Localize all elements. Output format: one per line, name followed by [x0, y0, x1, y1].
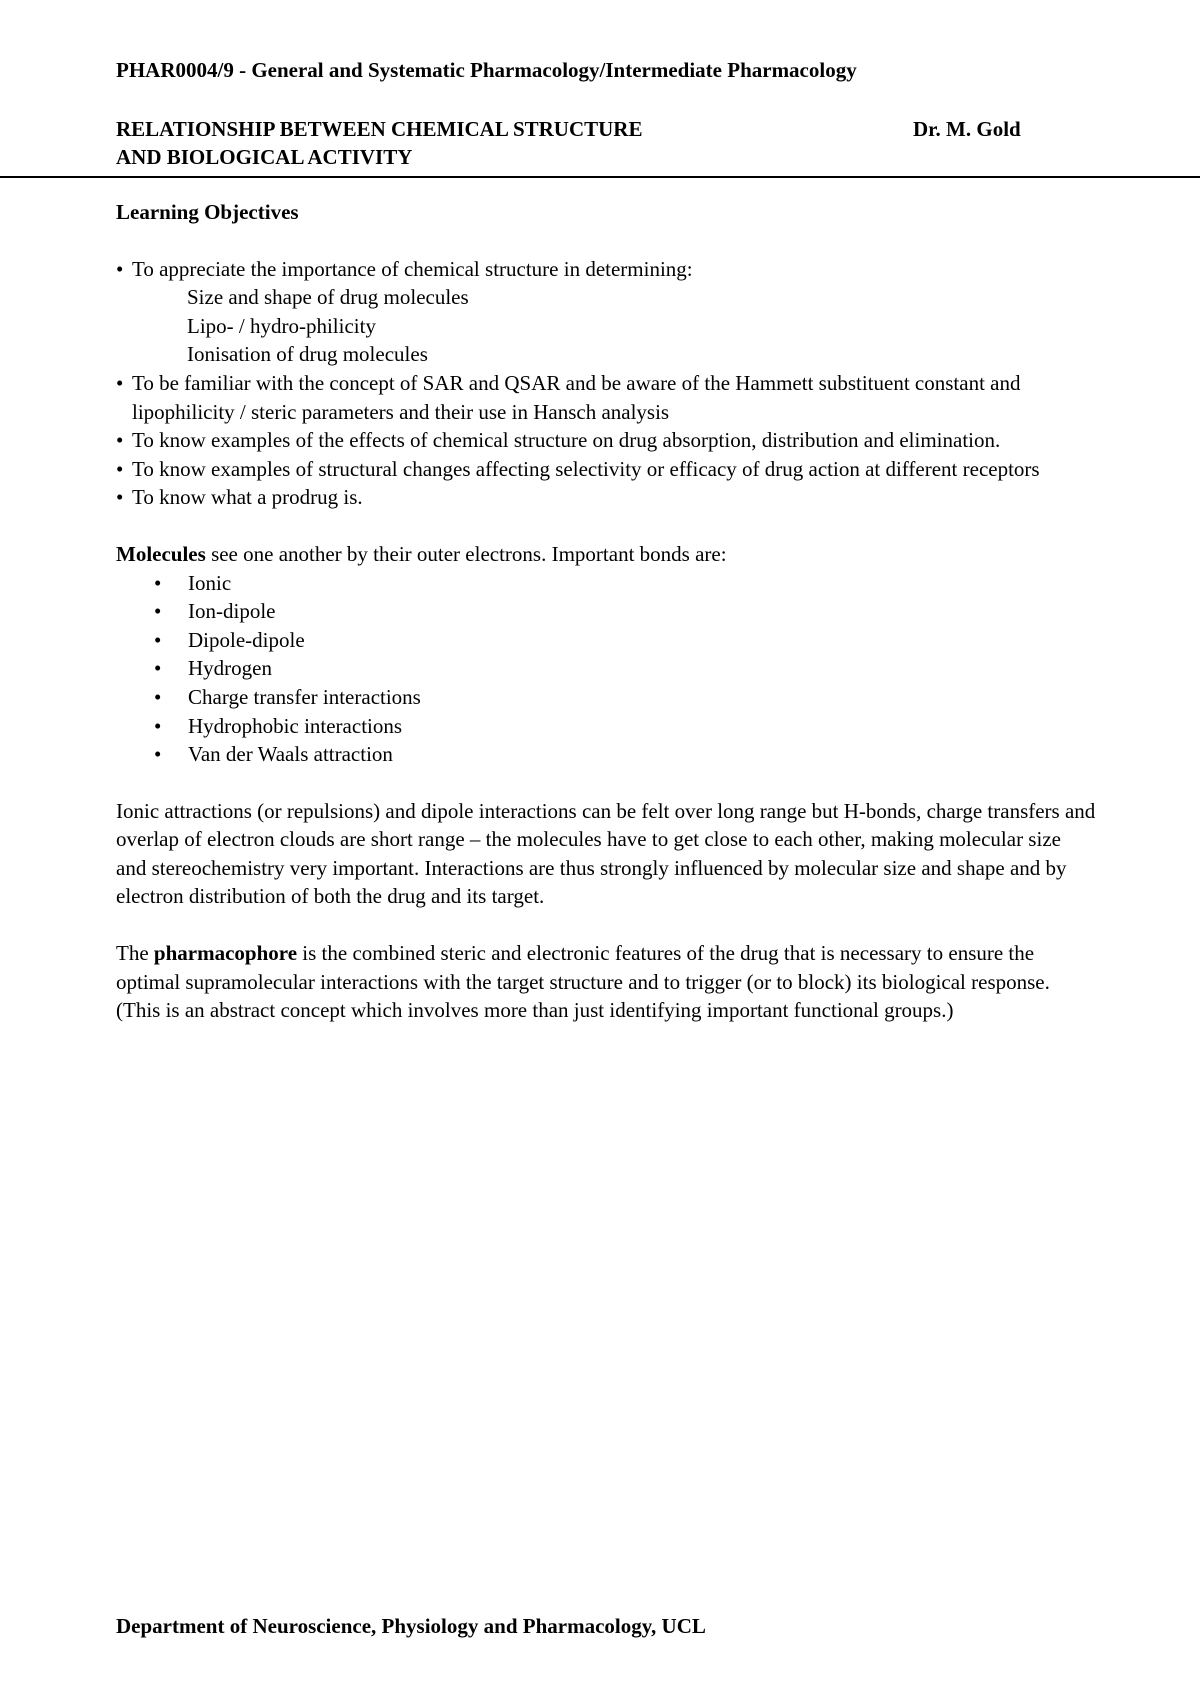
bond-type-label: Ion-dipole — [188, 599, 276, 624]
lecture-title-line-1: RELATIONSHIP BETWEEN CHEMICAL STRUCTURE — [116, 117, 643, 141]
bond-type-item — [116, 654, 1096, 683]
learning-objectives-list — [116, 255, 1096, 512]
objective-item — [116, 426, 1096, 455]
bond-type-label: Charge transfer interactions — [188, 684, 421, 709]
bond-types-list — [116, 569, 1096, 769]
bullet-icon: • — [154, 742, 162, 767]
main-content — [116, 198, 1096, 1025]
objective-subitem: Lipo- / hydro-philicity — [187, 313, 376, 338]
bond-type-label: Hydrogen — [188, 656, 272, 681]
bullet-icon: • — [154, 684, 162, 709]
lecture-title-line-2: AND BIOLOGICAL ACTIVITY — [116, 145, 413, 169]
objective-item — [116, 483, 1096, 512]
bullet-icon: • — [116, 485, 124, 510]
pharmacophore-prefix: The — [116, 941, 154, 966]
pharmacophore-paragraph — [116, 939, 1096, 1025]
bond-type-item — [116, 712, 1096, 741]
objective-text: To know examples of structural changes affecting selectivity or efficacy of drug action at different receptors — [132, 456, 1040, 481]
objective-text: To appreciate the importance of chemical structure in determining: — [132, 256, 693, 281]
bullet-icon: • — [154, 570, 162, 595]
department-footer: Department of Neuroscience, Physiology and Pharmacology, UCL — [116, 1614, 706, 1638]
bullet-icon: • — [116, 428, 124, 453]
molecules-term: Molecules — [116, 541, 206, 566]
bullet-icon: • — [154, 656, 162, 681]
bullet-icon: • — [154, 713, 162, 738]
lecture-title — [116, 115, 642, 171]
bullet-icon: • — [116, 256, 124, 281]
header-divider — [0, 176, 1200, 178]
pharmacophore-term: pharmacophore — [153, 941, 298, 966]
objective-text: To be familiar with the concept of SAR and QSAR and be aware of the Hammett substituent constant and lipophilicity / steric parameters and their use in Hansch analysis — [132, 370, 1021, 424]
bond-type-label: Van der Waals attraction — [188, 742, 393, 767]
bond-type-label: Hydrophobic interactions — [188, 713, 403, 738]
bullet-icon: • — [154, 627, 162, 652]
learning-objectives-heading: Learning Objectives — [116, 200, 299, 224]
objective-item — [116, 455, 1096, 484]
bond-type-item — [116, 740, 1096, 769]
objective-item — [116, 369, 1096, 426]
objective-text: To know examples of the effects of chemical structure on drug absorption, distribution and elimination. — [132, 428, 1001, 453]
ionic-interactions-paragraph: Ionic attractions (or repulsions) and dipole interactions can be felt over long range but H-bonds, charge transfers and overlap of electron clouds are short range – the molecules have to get close to each other, making molecular size and stereochemistry very important. Interactions are thus strongly influenced by molecular size and shape and by electron distribution of both the drug and its target. — [116, 798, 1096, 909]
bullet-icon: • — [154, 599, 162, 624]
bullet-icon: • — [116, 456, 124, 481]
objective-subitem: Size and shape of drug molecules — [187, 285, 469, 310]
bullet-icon: • — [116, 370, 124, 395]
bond-type-label: Ionic — [188, 570, 232, 595]
bond-type-item — [116, 597, 1096, 626]
molecules-intro — [116, 540, 1096, 569]
objective-text: To know what a prodrug is. — [132, 485, 363, 510]
author-name: Dr. M. Gold — [913, 117, 1021, 141]
bond-type-label: Dipole-dipole — [188, 627, 305, 652]
course-title: PHAR0004/9 - General and Systematic Pharmacology/Intermediate Pharmacology — [116, 58, 857, 82]
objective-item — [116, 255, 1096, 369]
objective-subitem: Ionisation of drug molecules — [187, 342, 428, 367]
bond-type-item — [116, 569, 1096, 598]
bond-type-item — [116, 683, 1096, 712]
bond-type-item — [116, 626, 1096, 655]
molecules-intro-text: see one another by their outer electrons. Important bonds are: — [205, 541, 727, 566]
pharmacophore-definition: is the combined steric and electronic features of the drug that is necessary to ensure the optimal supramolecular interactions with the target structure and to trigger (or to block) its biological response. (This is an abstract concept which involves more than just identifying important functional groups.) — [116, 941, 1050, 1023]
